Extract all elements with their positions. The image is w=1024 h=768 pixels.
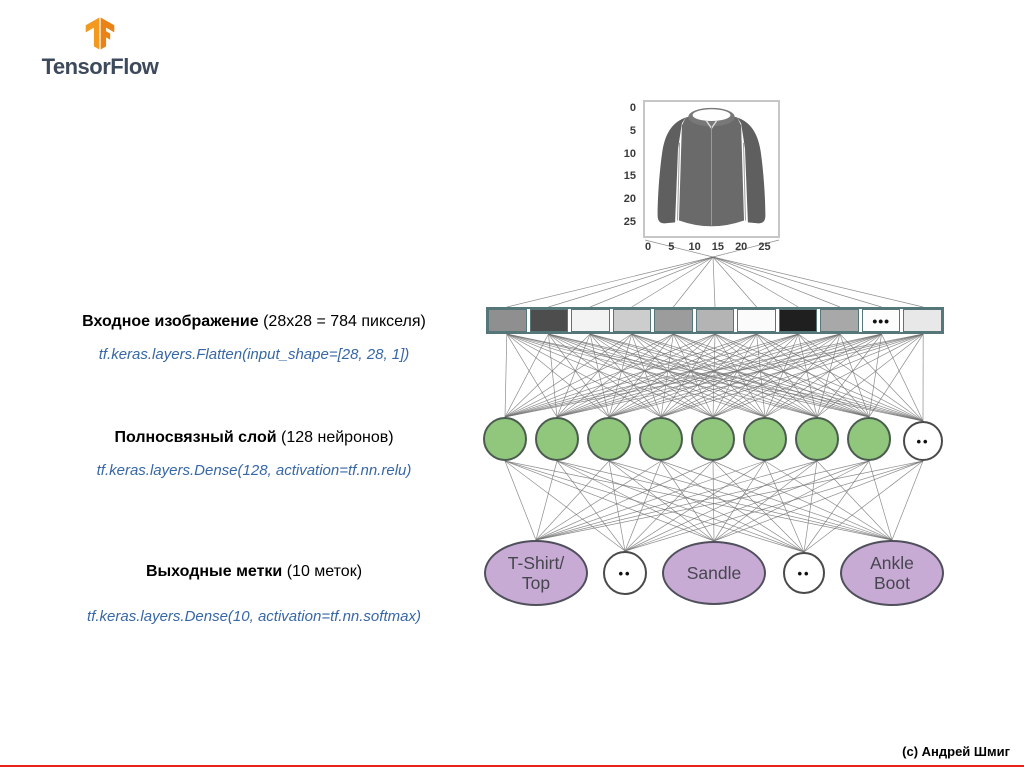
tensorflow-logo (34, 16, 166, 80)
annotation-dense-code: tf.keras.layers.Dense(128, activation=tf.nn.relu) (96, 462, 412, 479)
image-y-tick-label: 20 (623, 193, 636, 206)
output-class-label: Boot (874, 573, 910, 593)
annotation-dense-layer (28, 428, 480, 479)
annotation-input-layer (28, 312, 480, 363)
output-class-label: Top (521, 573, 551, 593)
output-class-ankle-boot (840, 540, 944, 606)
input-pixel-cell (696, 309, 735, 332)
output-class-sandle (662, 541, 766, 605)
image-x-tick-label: 0 (644, 241, 652, 253)
hidden-neuron (847, 417, 891, 461)
annotation-output-title: Выходные метки (10 меток) (145, 563, 363, 580)
output-ellipsis-1: •• (603, 551, 647, 595)
image-x-tick-label: 25 (758, 241, 771, 253)
hidden-neuron (795, 417, 839, 461)
annotation-output-layer (28, 562, 480, 625)
hidden-neuron (691, 417, 735, 461)
annotation-input-code: tf.keras.layers.Flatten(input_shape=[28, 28, 1]) (98, 346, 410, 363)
image-x-tick-label: 5 (668, 241, 675, 253)
annotation-output-code: tf.keras.layers.Dense(10, activation=tf.nn.softmax) (87, 608, 421, 625)
hidden-ellipsis-neuron: •• (903, 421, 943, 461)
output-class-t-shirt-top (484, 540, 588, 606)
output-class-label: Ankle (870, 552, 914, 573)
copyright-credit: (с) Андрей Шмиг (902, 744, 1010, 759)
image-x-tick-label: 20 (735, 241, 748, 253)
input-pixel-cell (654, 309, 693, 332)
input-pixel-cell (779, 309, 818, 332)
image-y-tick-label: 0 (629, 102, 636, 114)
annotation-input-title: Входное изображение (28x28 = 784 пикселя) (82, 313, 426, 330)
hidden-neuron (587, 417, 631, 461)
image-y-tick-label: 25 (623, 216, 636, 228)
hidden-neuron (535, 417, 579, 461)
hidden-neuron (483, 417, 527, 461)
tensorflow-logo-text: TensorFlow (41, 54, 159, 79)
input-pixel-cell (737, 309, 776, 332)
bottom-red-rule (0, 765, 1024, 767)
input-pixel-cell (488, 309, 527, 332)
output-class-label: T-Shirt/ (507, 552, 565, 573)
hidden-neuron (743, 417, 787, 461)
input-pixel-ellipsis-cell: ••• (862, 309, 901, 332)
image-x-tick-label: 15 (711, 241, 725, 253)
image-y-tick-label: 10 (623, 147, 636, 160)
tensorflow-logo-icon (84, 16, 116, 51)
image-x-tick-label: 10 (688, 241, 701, 253)
input-pixel-cell (820, 309, 859, 332)
fashion-mnist-image (643, 100, 780, 238)
annotation-dense-title: Полносвязный слой (128 нейронов) (114, 429, 394, 446)
input-pixel-cell (571, 309, 610, 332)
input-pixel-cell (530, 309, 569, 332)
image-y-tick-label: 15 (623, 170, 636, 183)
output-ellipsis-2: •• (783, 552, 825, 594)
input-pixel-cell (613, 309, 652, 332)
pullover-jacket-image (645, 102, 778, 236)
image-y-tick-label: 5 (629, 124, 636, 137)
output-class-label: Sandle (686, 562, 742, 583)
hidden-neuron (639, 417, 683, 461)
input-layer-strip (486, 307, 944, 334)
input-pixel-cell (903, 309, 942, 332)
